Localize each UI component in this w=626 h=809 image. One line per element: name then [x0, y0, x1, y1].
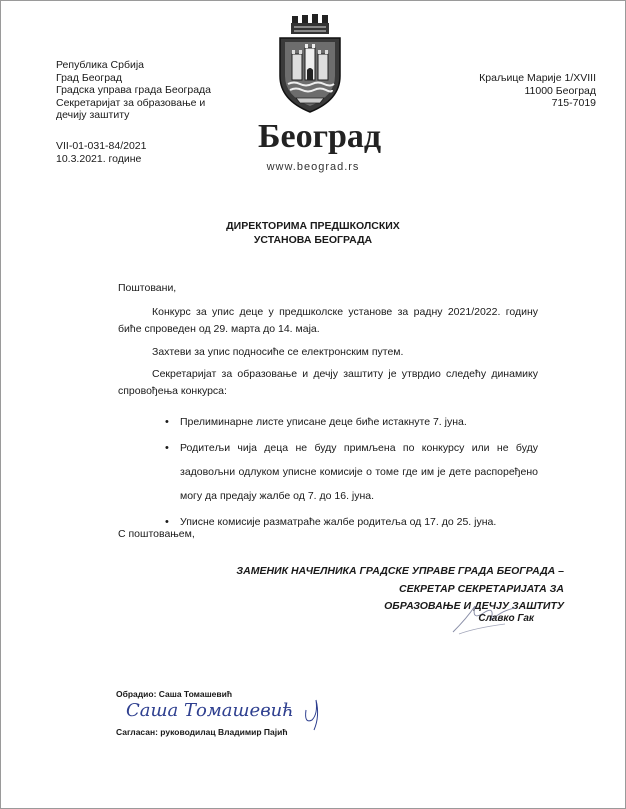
coat-of-arms-icon [258, 14, 368, 120]
list-item: • Родитељи чија деца не буду примљена по конкурсу или не буду задовољни одлуком уписне комисије о томе где им је дете распоређено могу да предају жалбе од 7. до 16. јуна. [180, 436, 538, 508]
address-line: 11000 Београд [524, 84, 596, 97]
sender-line: Град Београд [56, 71, 123, 84]
reference-number: VII-01-031-84/2021 [56, 140, 147, 152]
reference-block [56, 140, 146, 166]
sender-line: Градска управа града Београда [56, 84, 212, 96]
list-item: • Уписне комисије разматраће жалбе родитеља од 17. до 25. јуна. [180, 510, 538, 534]
approved-by: Сагласан: руководилац Владимир Пајић [116, 727, 288, 737]
handwritten-mark-icon [300, 690, 330, 732]
sender-line: дечију заштиту [56, 109, 130, 121]
prepared-by: Обрадио: Саша Томашевић [116, 689, 233, 699]
sender-block [56, 59, 211, 122]
sender-line: Република Србија [56, 59, 145, 71]
address-block [479, 72, 596, 110]
paragraph-1: Конкурс за упис деце у предшколске установе за радну 2021/2022. годину биће спроведен од 29. марта до 14. маја. [118, 306, 538, 335]
signature-title-line: ОБРАЗОВАЊЕ И ДЕЧЈУ ЗАШТИТУ [384, 600, 564, 612]
handwritten-signature: Саша Томашевић [126, 700, 294, 721]
signature-title-line: ЗАМЕНИК НАЧЕЛНИКА ГРАДСКЕ УПРАВЕ ГРАДА БЕОГРАДА – [236, 565, 564, 577]
paragraph-2: Захтеви за упис подносиће се електронским путем. [152, 346, 404, 358]
address-line: Краљице Марије 1/XVIII [479, 72, 596, 84]
paragraph-3: Секретаријат за образовање и дечју заштиту је утврдио следећу динамику спровођења конкурса: [118, 368, 538, 397]
signatory-name: Славко Гак [478, 613, 534, 624]
address-line: 715-7019 [551, 97, 596, 109]
closing: С поштовањем, [118, 528, 195, 540]
reference-date: 10.3.2021. године [56, 153, 142, 165]
sender-line: Секретаријат за образовање и [56, 96, 206, 109]
recipient-line: ДИРЕКТОРИМА ПРЕДШКОЛСКИХ [226, 220, 400, 232]
list-item: • Прелиминарне листе уписане деце биће истакнуте 7. јуна. [180, 410, 538, 434]
recipient-line: УСТАНОВА БЕОГРАДА [253, 234, 373, 246]
logo-name: Београд [258, 118, 382, 155]
logo-url: www.beograd.rs [266, 161, 360, 173]
greeting: Поштовани, [118, 282, 177, 294]
signature-title-line: СЕКРЕТАР СЕКРЕТАРИЈАТА ЗА [399, 582, 564, 595]
schedule-list [180, 410, 538, 536]
city-logo [258, 14, 382, 173]
recipient-heading [0, 219, 626, 247]
